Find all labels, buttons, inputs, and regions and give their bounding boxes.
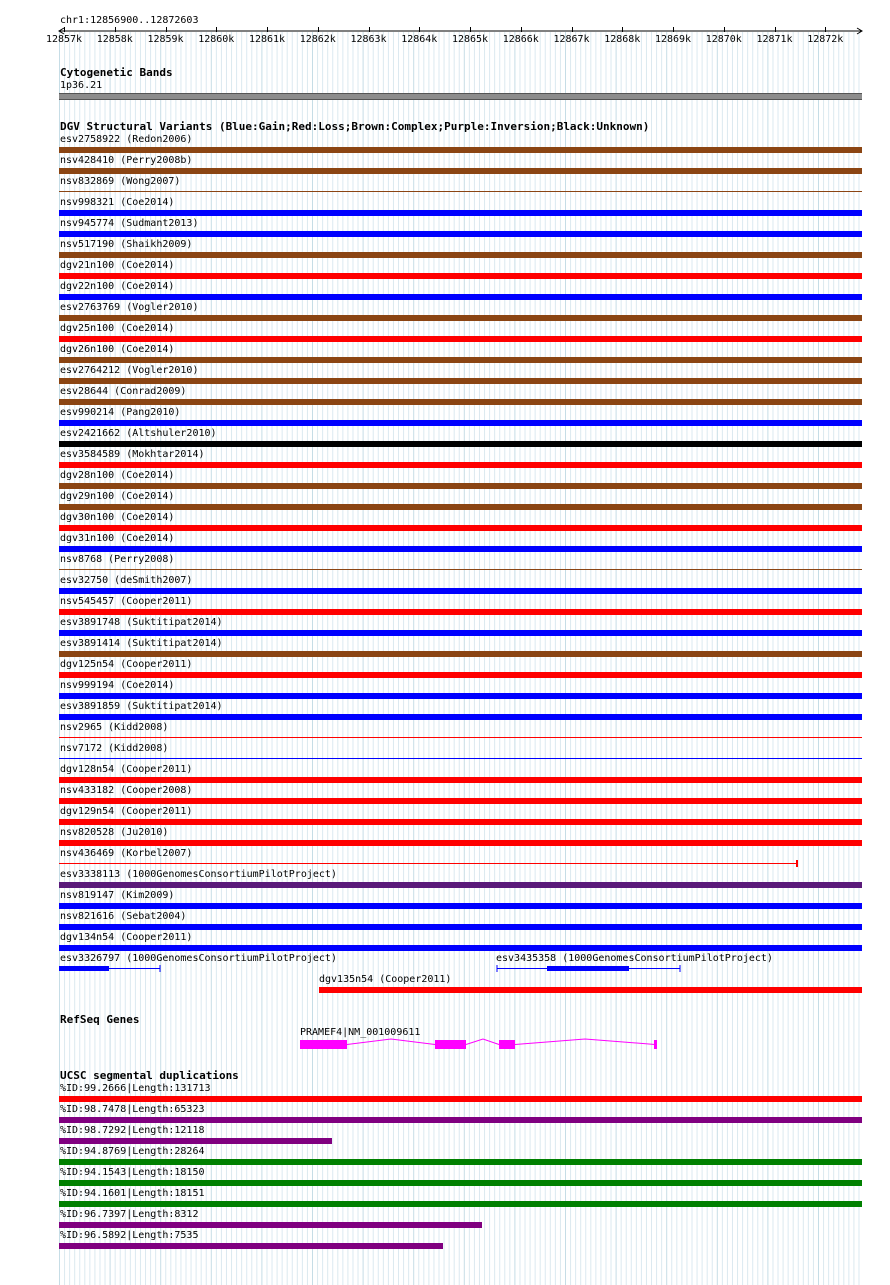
dgv-variant-bar[interactable]: [59, 378, 862, 384]
ruler-tick: [622, 27, 623, 32]
dgv-variant-label: esv28644 (Conrad2009): [60, 386, 187, 397]
dgv-variant-label: dgv30n100 (Coe2014): [60, 512, 175, 523]
segdup-label: %ID:98.7292|Length:12118: [60, 1125, 205, 1136]
dgv-variant-label: nsv998321 (Coe2014): [60, 197, 175, 208]
ruler-tick: [724, 27, 725, 32]
dgv-variant-label: dgv128n54 (Cooper2011): [60, 764, 193, 775]
dgv-variant-label: esv3338113 (1000GenomesConsortiumPilotProject): [60, 869, 337, 880]
segdup-bar[interactable]: [59, 1159, 862, 1165]
position-label: chr1:12856900..12872603: [60, 15, 199, 26]
dgv-variant-label: nsv832869 (Wong2007): [60, 176, 181, 187]
segdup-label: %ID:96.7397|Length:8312: [60, 1209, 199, 1220]
dgv-variant-bar[interactable]: [59, 924, 862, 930]
gene-label: PRAMEF4|NM_001009611: [300, 1027, 421, 1038]
ruler-tick: [572, 27, 573, 32]
dgv-variant-bar[interactable]: [59, 882, 862, 888]
ruler-tick-label: 12871k: [756, 34, 793, 45]
dgv-variant-bar[interactable]: [59, 462, 862, 468]
dgv-variant-label: dgv26n100 (Coe2014): [60, 344, 175, 355]
dgv-feature-bottom[interactable]: [319, 987, 862, 993]
dgv-variant-label: nsv517190 (Shaikh2009): [60, 239, 193, 250]
dgv-variant-bar[interactable]: [59, 588, 862, 594]
cytoband-track-title: Cytogenetic Bands: [60, 66, 173, 79]
dgv-variant-bar[interactable]: [59, 777, 862, 783]
segdup-bar[interactable]: [59, 1096, 862, 1102]
dgv-variant-label: nsv999194 (Coe2014): [60, 680, 175, 691]
dgv-feature-label: esv3435358 (1000GenomesConsortiumPilotProject): [496, 953, 773, 964]
segdup-label: %ID:94.8769|Length:28264: [60, 1146, 205, 1157]
ruler-tick-label: 12867k: [553, 34, 590, 45]
ruler: [0, 0, 890, 50]
dgv-variant-label: nsv433182 (Cooper2008): [60, 785, 193, 796]
dgv-variant-bar[interactable]: [59, 651, 862, 657]
dgv-variant-label: esv3891859 (Suktitipat2014): [60, 701, 223, 712]
dgv-variant-label: esv2758922 (Redon2006): [60, 134, 193, 145]
segdup-bar[interactable]: [59, 1138, 332, 1144]
dgv-track-title: DGV Structural Variants (Blue:Gain;Red:Loss;Brown:Complex;Purple:Inversion;Black:Unknown): [60, 120, 650, 133]
dgv-variant-label: dgv22n100 (Coe2014): [60, 281, 175, 292]
ruler-tick-label: 12858k: [96, 34, 133, 45]
segdup-label: %ID:99.2666|Length:131713: [60, 1083, 211, 1094]
dgv-variant-label: nsv8768 (Perry2008): [60, 554, 175, 565]
dgv-variant-bar[interactable]: [59, 252, 862, 258]
ruler-tick-label: 12872k: [807, 34, 844, 45]
segdup-label: %ID:94.1543|Length:18150: [60, 1167, 205, 1178]
ruler-tick: [673, 27, 674, 32]
dgv-variant-label: nsv820528 (Ju2010): [60, 827, 169, 838]
segdup-bar[interactable]: [59, 1117, 862, 1123]
dgv-variant-bar[interactable]: [59, 630, 862, 636]
gene-model[interactable]: [0, 1036, 890, 1052]
segdup-label: %ID:98.7478|Length:65323: [60, 1104, 205, 1115]
dgv-variant-bar[interactable]: [59, 399, 862, 405]
dgv-variant-bar[interactable]: [59, 525, 862, 531]
dgv-variant-bar[interactable]: [59, 357, 862, 363]
dgv-variant-bar[interactable]: [59, 672, 862, 678]
dgv-variant-label: dgv31n100 (Coe2014): [60, 533, 175, 544]
dgv-variant-bar[interactable]: [59, 819, 862, 825]
dgv-variant-label: nsv7172 (Kidd2008): [60, 743, 169, 754]
dgv-variant-bar[interactable]: [59, 569, 862, 570]
dgv-variant-bar[interactable]: [59, 840, 862, 846]
dgv-variant-bar[interactable]: [59, 798, 862, 804]
cytoband-label: 1p36.21: [60, 80, 103, 91]
dgv-variant-bar[interactable]: [59, 210, 862, 216]
dgv-variant-label: dgv25n100 (Coe2014): [60, 323, 175, 334]
dgv-variant-label: nsv436469 (Korbel2007): [60, 848, 193, 859]
ruler-tick-label: 12859k: [147, 34, 184, 45]
dgv-feature-label: dgv135n54 (Cooper2011): [319, 974, 452, 985]
dgv-variant-bar[interactable]: [59, 336, 862, 342]
ruler-tick: [267, 27, 268, 32]
segdup-label: %ID:94.1601|Length:18151: [60, 1188, 205, 1199]
ruler-tick: [470, 27, 471, 32]
dgv-variant-label: dgv29n100 (Coe2014): [60, 491, 175, 502]
dgv-variant-bar[interactable]: [59, 863, 797, 864]
dgv-variant-label: dgv28n100 (Coe2014): [60, 470, 175, 481]
dgv-variant-bar[interactable]: [59, 945, 862, 951]
dgv-variant-label: esv990214 (Pang2010): [60, 407, 181, 418]
dgv-variant-label: nsv2965 (Kidd2008): [60, 722, 169, 733]
ruler-tick-label: 12863k: [350, 34, 387, 45]
segdup-bar[interactable]: [59, 1222, 482, 1228]
dgv-variant-label: dgv125n54 (Cooper2011): [60, 659, 193, 670]
ruler-tick-label: 12861k: [248, 34, 286, 45]
refseq-track-title: RefSeq Genes: [60, 1013, 140, 1026]
cytoband-bar[interactable]: [59, 93, 862, 100]
dgv-variant-bar[interactable]: [59, 546, 862, 552]
ruler-tick: [64, 27, 65, 32]
dgv-variant-bar[interactable]: [59, 420, 862, 426]
ruler-tick: [521, 27, 522, 32]
ruler-tick-label: 12857k: [45, 34, 83, 45]
ruler-tick-label: 12865k: [451, 34, 489, 45]
ruler-tick-label: 12862k: [299, 34, 336, 45]
ruler-tick: [825, 27, 826, 32]
ruler-tick-label: 12866k: [502, 34, 539, 45]
dgv-variant-label: nsv428410 (Perry2008b): [60, 155, 193, 166]
dgv-variant-label: nsv545457 (Cooper2011): [60, 596, 193, 607]
dgv-variant-label: esv3584589 (Mokhtar2014): [60, 449, 205, 460]
segdup-bar[interactable]: [59, 1243, 443, 1249]
dgv-variant-bar[interactable]: [59, 504, 862, 510]
dgv-variant-bar[interactable]: [59, 441, 862, 447]
segdup-track-title: UCSC segmental duplications: [60, 1069, 239, 1082]
dgv-variant-bar[interactable]: [59, 147, 862, 153]
dgv-variant-bar[interactable]: [59, 737, 862, 738]
dgv-variant-bar[interactable]: [59, 758, 862, 759]
dgv-variant-label: nsv945774 (Sudmant2013): [60, 218, 199, 229]
dgv-variant-label: esv2763769 (Vogler2010): [60, 302, 199, 313]
dgv-variant-bar[interactable]: [59, 231, 862, 237]
ruler-tick-label: 12860k: [198, 34, 235, 45]
ruler-tick: [369, 27, 370, 32]
dgv-variant-label: dgv134n54 (Cooper2011): [60, 932, 193, 943]
ruler-tick-label: 12868k: [604, 34, 641, 45]
dgv-variant-label: nsv819147 (Kim2009): [60, 890, 175, 901]
dgv-variant-label: esv2421662 (Altshuler2010): [60, 428, 217, 439]
dgv-feature-label: esv3326797 (1000GenomesConsortiumPilotProject): [60, 953, 337, 964]
dgv-variant-bar[interactable]: [59, 168, 862, 174]
dgv-variant-label: dgv21n100 (Coe2014): [60, 260, 175, 271]
dgv-variant-bar[interactable]: [59, 273, 862, 279]
segdup-bar[interactable]: [59, 1180, 862, 1186]
ruler-tick: [318, 27, 319, 32]
ruler-tick-label: 12864k: [401, 34, 438, 45]
dgv-variant-label: esv32750 (deSmith2007): [60, 575, 193, 586]
dgv-variant-label: esv3891414 (Suktitipat2014): [60, 638, 223, 649]
dgv-variant-bar[interactable]: [59, 294, 862, 300]
dgv-variant-label: esv2764212 (Vogler2010): [60, 365, 199, 376]
ruler-tick-label: 12870k: [705, 34, 742, 45]
ruler-tick: [115, 27, 116, 32]
segdup-label: %ID:96.5892|Length:7535: [60, 1230, 199, 1241]
segdup-bar[interactable]: [59, 1201, 862, 1207]
dgv-variant-label: dgv129n54 (Cooper2011): [60, 806, 193, 817]
ruler-tick: [166, 27, 167, 32]
ruler-tick: [216, 27, 217, 32]
ruler-tick: [419, 27, 420, 32]
dgv-variant-bar[interactable]: [59, 693, 862, 699]
ruler-tick: [775, 27, 776, 32]
dgv-variant-bar[interactable]: [59, 191, 862, 192]
dgv-variant-label: esv3891748 (Suktitipat2014): [60, 617, 223, 628]
ruler-tick-label: 12869k: [654, 34, 692, 45]
dgv-variant-bar[interactable]: [59, 714, 862, 720]
dgv-variant-label: nsv821616 (Sebat2004): [60, 911, 187, 922]
dgv-variant-bar[interactable]: [59, 483, 862, 489]
dgv-variant-bar[interactable]: [59, 903, 862, 909]
dgv-variant-bar[interactable]: [59, 609, 862, 615]
dgv-variant-bar[interactable]: [59, 315, 862, 321]
dgv-feature-right[interactable]: [0, 962, 890, 974]
